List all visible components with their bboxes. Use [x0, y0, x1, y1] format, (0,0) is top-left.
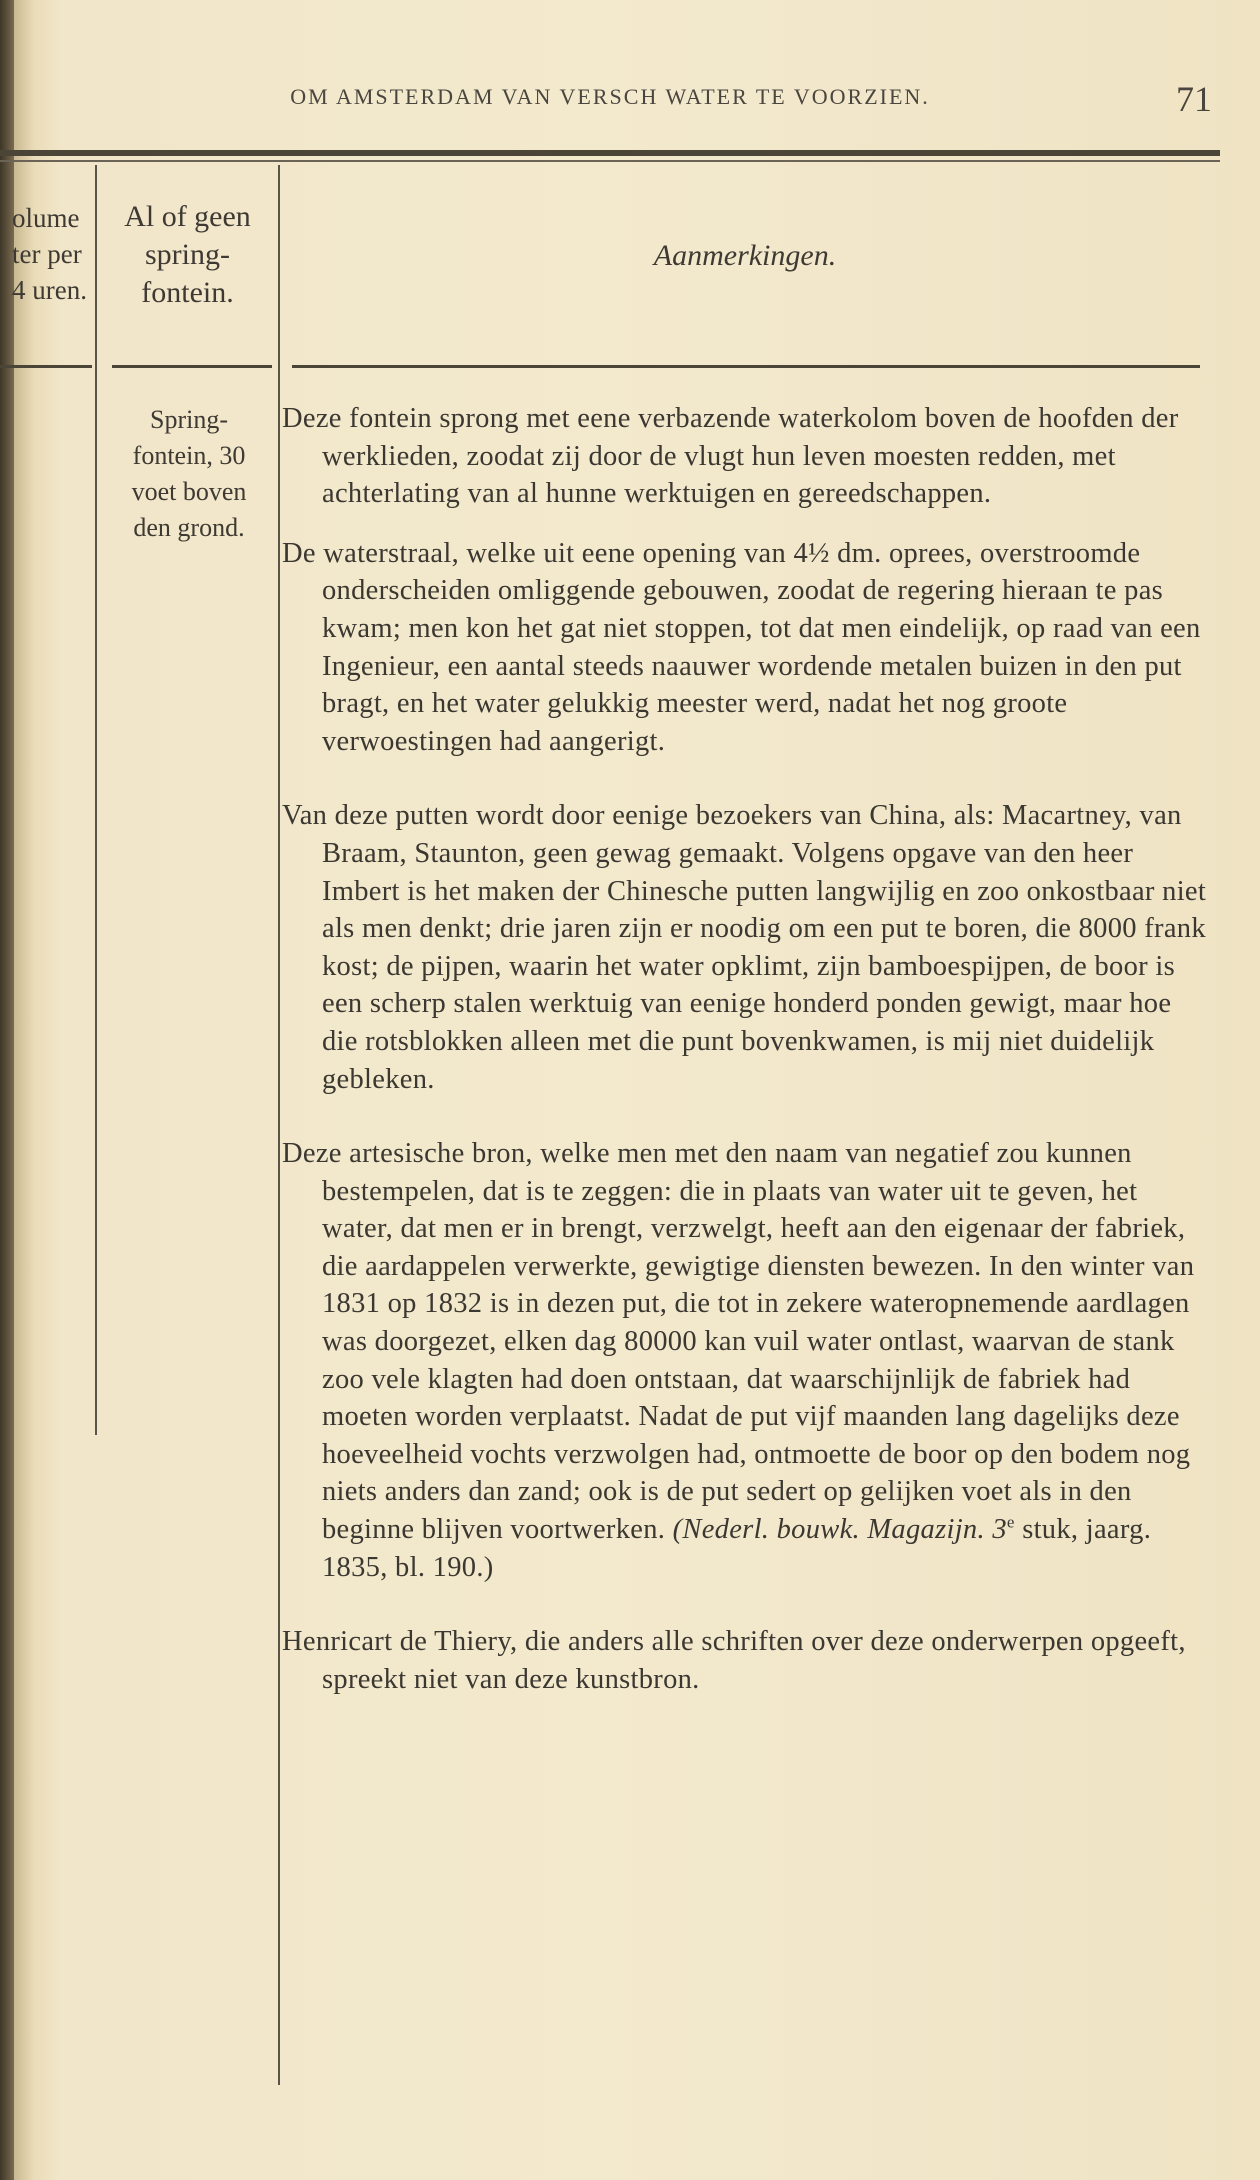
spring-cell-line: voet boven	[131, 477, 247, 506]
column-divider-volume	[95, 165, 97, 1435]
remark-paragraph: Henricart de Thiery, die anders alle schriften over deze onderwerpen opgeeft, spreekt niet van deze kunstbron.	[282, 1626, 1186, 1695]
column-header-volume-line: 4 uren.	[12, 275, 87, 305]
citation-source: (Nederl. bouwk. Magazijn.	[672, 1514, 985, 1546]
spring-cell-line: den grond.	[133, 513, 245, 542]
column-header-notes: Aanmerkingen.	[653, 239, 837, 272]
remark-paragraph	[282, 1135, 1212, 1586]
column-divider-spring	[278, 165, 280, 2085]
page-number: 71	[1176, 79, 1212, 119]
remarks-column	[282, 400, 1212, 1720]
column-header-spring-line: spring-	[145, 238, 230, 271]
spring-fountain-cell	[100, 402, 278, 546]
column-header-spring-line: Al of geen	[124, 200, 251, 233]
citation-superscript: e	[1006, 1512, 1015, 1532]
column-header-volume-line: olume	[12, 203, 80, 233]
remark-paragraph: Van deze putten wordt door eenige bezoekers van China, als: Macartney, van Braam, Staunton, geen gewag gemaakt. Volgens opgave van den heer Imbert is het maken der Chinesche putten langwijlig en zoo onkostbaar niet als men denkt; drie jaren zijn er noodig om een put te boren, die 8000 frank kost; de pijpen, waarin het water opklimt, zijn bamboespijpen, de boor is een scherp stalen werktuig van eenige honderd ponden gewigt, maar hoe die rotsblokken alleen met die punt bovenkwamen, is mij niet duidelijk gebleken.	[282, 800, 1207, 1095]
book-spine-shadow	[0, 0, 14, 2180]
running-title: OM AMSTERDAM VAN VERSCH WATER TE VOORZIEN.	[290, 84, 930, 109]
citation-rest: stuk, jaarg. 1835, bl. 190.)	[322, 1514, 1152, 1583]
column-head-rule-notes	[292, 365, 1200, 368]
spring-cell-line: fontein, 30	[132, 441, 246, 470]
remark-paragraph: De waterstraal, welke uit eene opening van 4½ dm. oprees, overstroomde onderscheiden omliggende gebouwen, zoodat de regering hieraan te pas kwam; men kon het gat niet stoppen, tot dat men eindelijk, op raad van een Ingenieur, een aantal steeds naauwer wordende metalen buizen in den put bragt, en het water gelukkig meester werd, nadat het nog groote verwoestingen had aangerigt.	[282, 537, 1201, 757]
column-head-rule-spring	[112, 365, 272, 368]
header-rule-thin	[0, 160, 1220, 162]
citation-volume: 3	[992, 1514, 1007, 1546]
header-rule-thick	[0, 150, 1220, 156]
remark-paragraph-text: Deze artesische bron, welke men met den naam van negatief zou kunnen bestempelen, dat is te zeggen: die in plaats van water uit te geven, het water, dat men er in brengt, verzwelgt, heeft aan den eigenaar der fabriek, die aardappelen verwerkte, gewigtige diensten bewezen. In den winter van 1831 op 1832 is in dezen put, die tot in zekere wateropnemende aardlagen was doorgezet, elken dag 80000 kan vuil water ontlast, waarvan de stank zoo vele klagten had doen ontstaan, dat waarschijnlijk de fabriek had moeten worden verplaatst. Nadat de put vijf maanden lang dagelijks deze hoeveelheid vochts verzwolgen had, ontmoette de boor op den bodem nog niets anders dan zand; ook is de put sedert op gelijken voet als in den beginne blijven voortwerken.	[282, 1138, 1195, 1546]
column-header-volume	[12, 200, 92, 308]
column-header-spring-line: fontein.	[141, 276, 234, 309]
column-header-volume-line: ter per	[12, 239, 82, 269]
column-header-spring	[100, 198, 275, 312]
column-head-rule-volume	[0, 365, 92, 368]
spring-cell-line: Spring-	[150, 405, 228, 434]
remark-paragraph: Deze fontein sprong met eene verbazende waterkolom boven de hoofden der werklieden, zoodat zij door de vlugt hun leven moesten redden, met achterlating van al hunne werktuigen en gereedschappen.	[282, 403, 1179, 510]
